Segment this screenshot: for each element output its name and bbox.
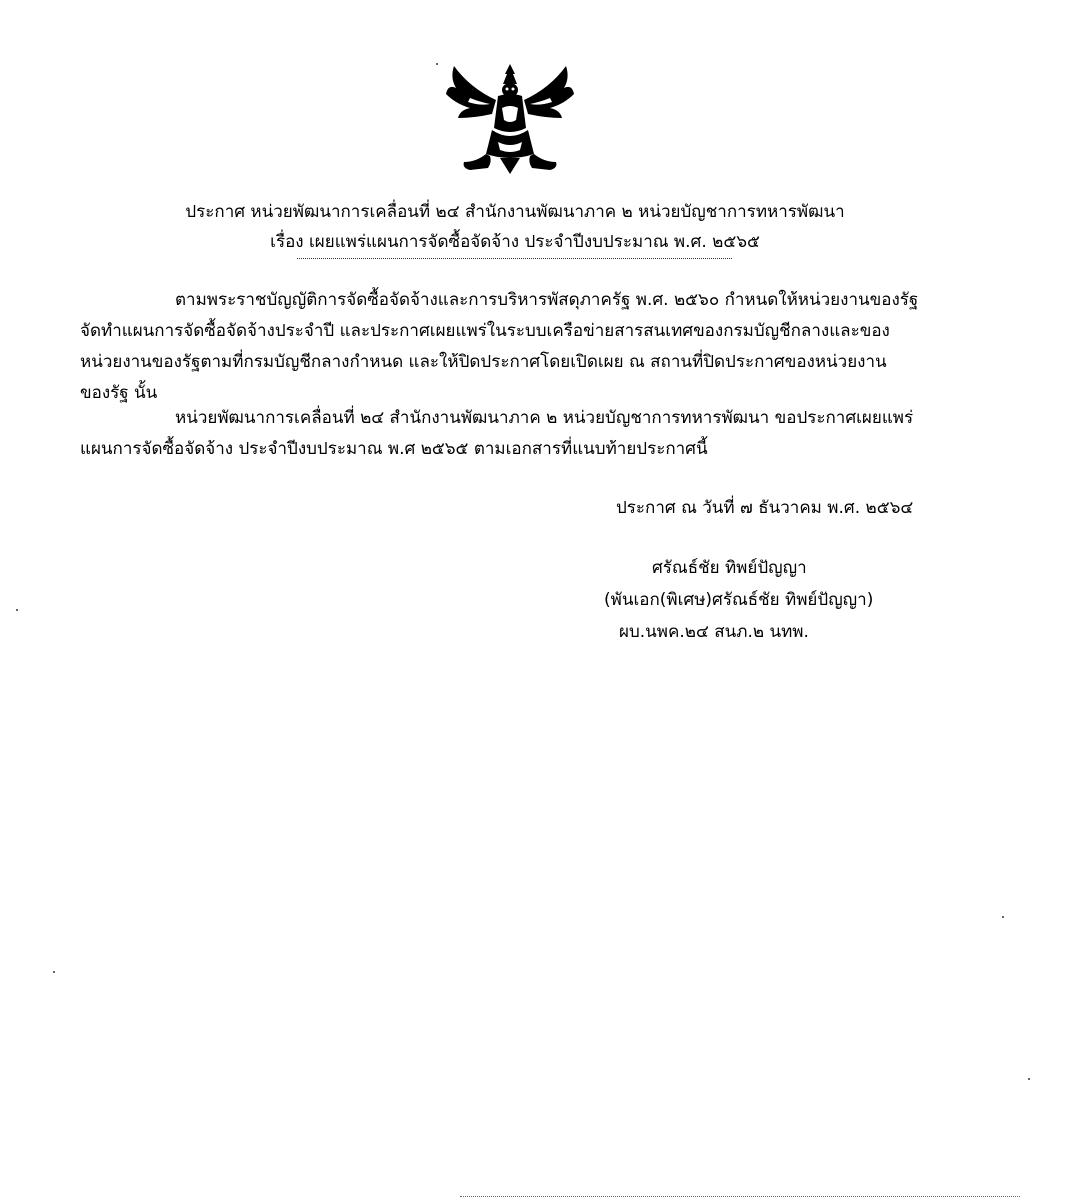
announcement-title: ประกาศ หน่วยพัฒนาการเคลื่อนที่ ๒๔ สำนักงานพัฒนาภาค ๒ หน่วยบัญชาการทหารพัฒนา	[185, 202, 845, 222]
paragraph-1-line: ตามพระราชบัญญัติการจัดซื้อจัดจ้างและการบริหารพัสดุภาครัฐ พ.ศ. ๒๕๖๐ กำหนดให้หน่วยงานของรัฐ	[175, 290, 919, 310]
scan-speck	[1002, 916, 1004, 918]
scan-speck	[16, 609, 18, 611]
scan-edge-line	[460, 1196, 1020, 1197]
scan-speck	[1028, 1078, 1030, 1080]
paragraph-1-line: หน่วยงานของรัฐตามที่กรมบัญชีกลางกำหนด และให้ปิดประกาศโดยเปิดเผย ณ สถานที่ปิดประกาศของหน่วยงาน	[80, 352, 887, 372]
paragraph-1-line: จัดทำแผนการจัดซื้อจัดจ้างประจำปี และประกาศเผยแพร่ในระบบเครือข่ายสารสนเทศของกรมบัญชีกลางและของ	[80, 321, 890, 341]
announcement-subject: เรื่อง เผยแพร่แผนการจัดซื้อจัดจ้าง ประจำปีงบประมาณ พ.ศ. ๒๕๖๕	[270, 232, 760, 252]
garuda-emblem-icon	[440, 58, 580, 176]
paragraph-1-line: ของรัฐ นั้น	[80, 383, 158, 403]
paragraph-2-line: หน่วยพัฒนาการเคลื่อนที่ ๒๔ สำนักงานพัฒนาภาค ๒ หน่วยบัญชาการทหารพัฒนา ขอประกาศเผยแพร่	[175, 408, 914, 428]
signature-position: ผบ.นพค.๒๔ สนภ.๒ นทพ.	[619, 622, 809, 642]
paragraph-2-line: แผนการจัดซื้อจัดจ้าง ประจำปีงบประมาณ พ.ศ ๒๕๖๕ ตามเอกสารที่แนบท้ายประกาศนี้	[80, 439, 708, 459]
scan-speck	[53, 971, 55, 973]
signature-name: ศรัณธ์ชัย ทิพย์ปัญญา	[652, 558, 807, 578]
announcement-date: ประกาศ ณ วันที่ ๗ ธันวาคม พ.ศ. ๒๕๖๔	[616, 498, 914, 518]
paragraph-2	[80, 403, 960, 465]
scan-speck	[436, 63, 438, 65]
signature-full-name: (พันเอก(พิเศษ)ศรัณธ์ชัย ทิพย์ปัญญา)	[604, 590, 874, 610]
title-divider	[297, 258, 732, 259]
paragraph-1	[80, 285, 960, 409]
